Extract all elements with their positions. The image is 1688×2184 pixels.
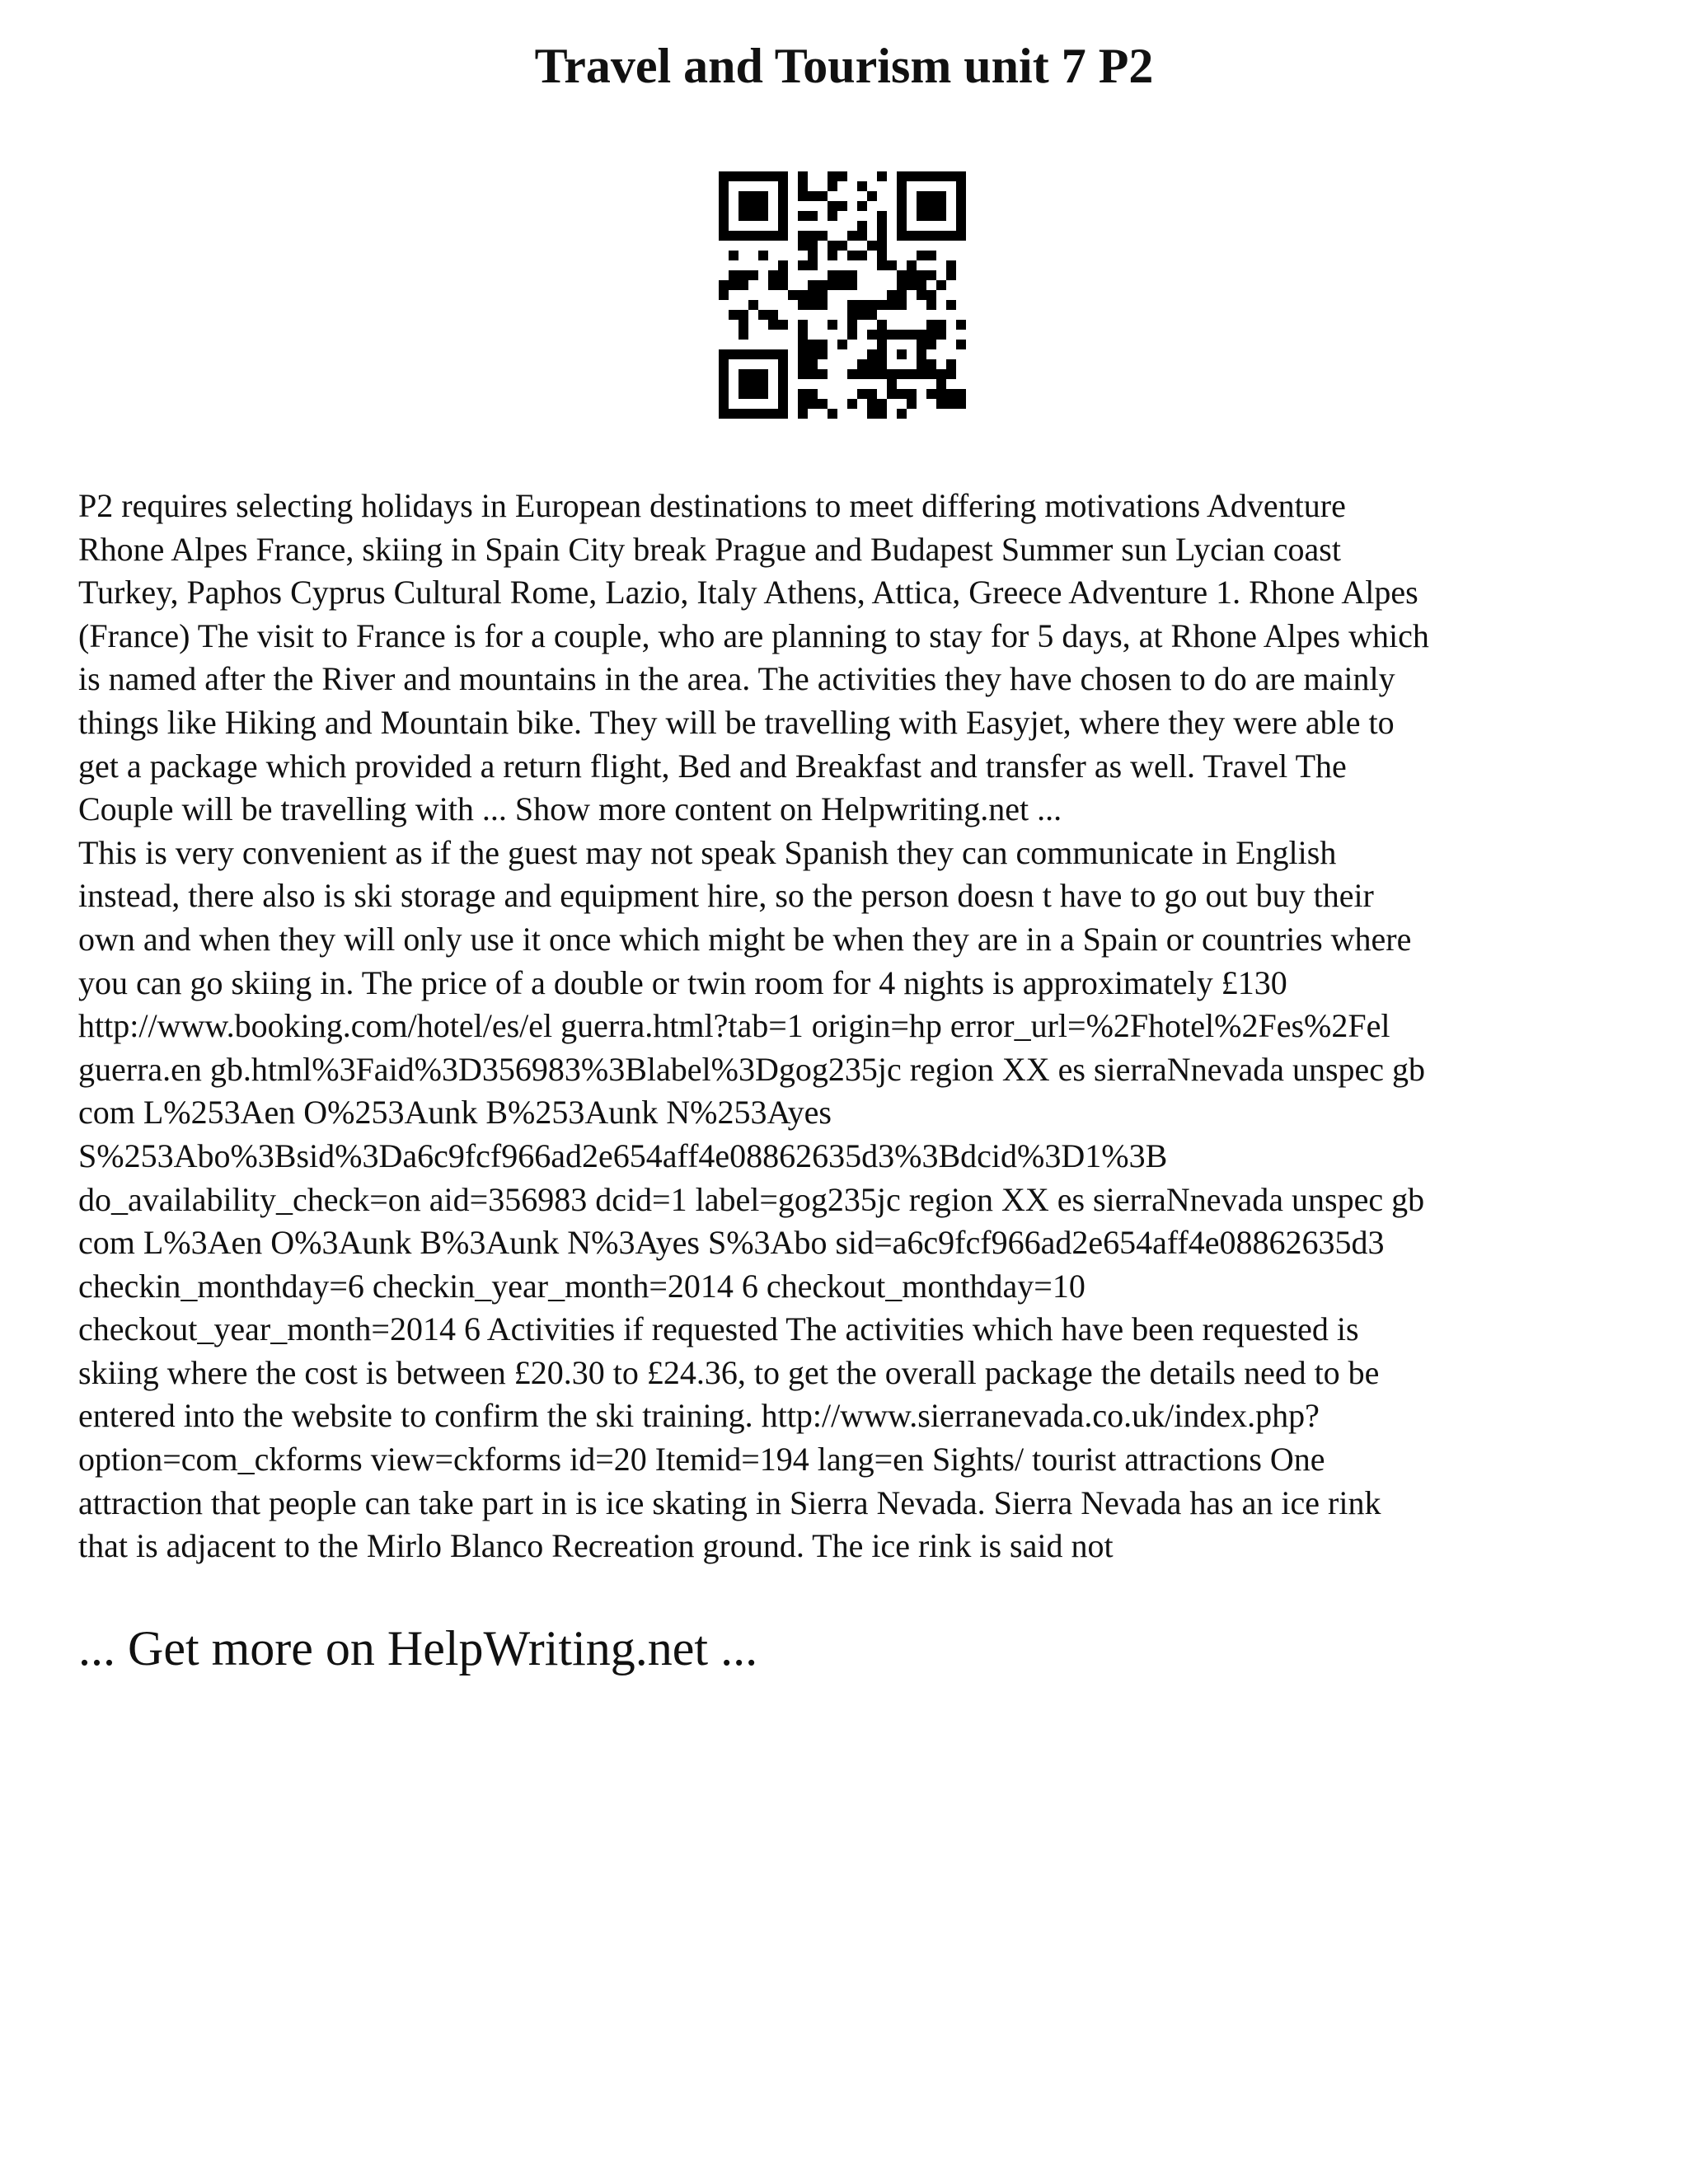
qr-code-icon: [719, 171, 966, 419]
document-body: [78, 485, 1628, 1568]
body-paragraph-2: This is very convenient as if the guest may not speak Spanish they can communicate in English instead, there also is ski storage and equipment hire, so the person doesn t have to go out buy their own and when they will only use it once which might be when they are in a Spain or countries where you can go skiing in. The price of a double or twin room for 4 nights is approximately £130 http://www.booking.com/hotel/es/el guerra.html?tab=1 origin=hp error_url=%2Fhotel%2Fes%2Fel guerra.en gb.html%3Faid%3D356983%3Blabel%3Dgog235jc region XX es sierraNnevada unspec gb com L%253Aen O%253Aunk B%253Aunk N%253Ayes S%253Abo%3Bsid%3Da6c9fcf966ad2e654aff4e08862635d3%3Bdcid%3D1%3B do_availability_check=on aid=356983 dcid=1 label=gog235jc region XX es sierraNnevada unspec gb com L%3Aen O%3Aunk B%3Aunk N%3Ayes S%3Abo sid=a6c9fcf966ad2e654aff4e08862635d3 checkin_monthday=6 checkin_year_month=2014 6 checkout_monthday=10 checkout_year_month=2014 6 Activities if requested The activities which have been requested is skiing where the cost is between £20.30 to £24.36, to get the overall package the details need to be entered into the website to confirm the ski training. http://www.sierranevada.co.uk/index.php? option=com_ckforms view=ckforms id=20 Itemid=194 lang=en Sights/ tourist attractions One attraction that people can take part in is ice skating in Sierra Nevada. Sierra Nevada has an ice rink that is adjacent to the Mirlo Blanco Recreation ground. The ice rink is said not: [78, 833, 1426, 1565]
body-paragraph-1: P2 requires selecting holidays in European destinations to meet differing motivations Adventure Rhone Alpes France, skiing in Spain City break Prague and Budapest Summer sun Lycian coast Turkey, Paphos Cyprus Cultural Rome, Lazio, Italy Athens, Attica, Greece Adventure 1. Rhone Alpes (France) The visit to France is for a couple, who are planning to stay for 5 days, at Rhone Alpes which is named after the River and mountains in the area. The activities they have chosen to do are mainly things like Hiking and Mountain bike. They will be travelling with Easyjet, where they were able to get a package which provided a return flight, Bed and Breakfast and transfer as well. Travel The Couple will be travelling with ... Show more content on Helpwriting.net ...: [78, 487, 1429, 828]
document-title: Travel and Tourism unit 7 P2: [534, 39, 1154, 93]
get-more-link[interactable]: ... Get more on HelpWriting.net ...: [78, 1621, 758, 1675]
qr-code-graphic: [719, 171, 966, 419]
